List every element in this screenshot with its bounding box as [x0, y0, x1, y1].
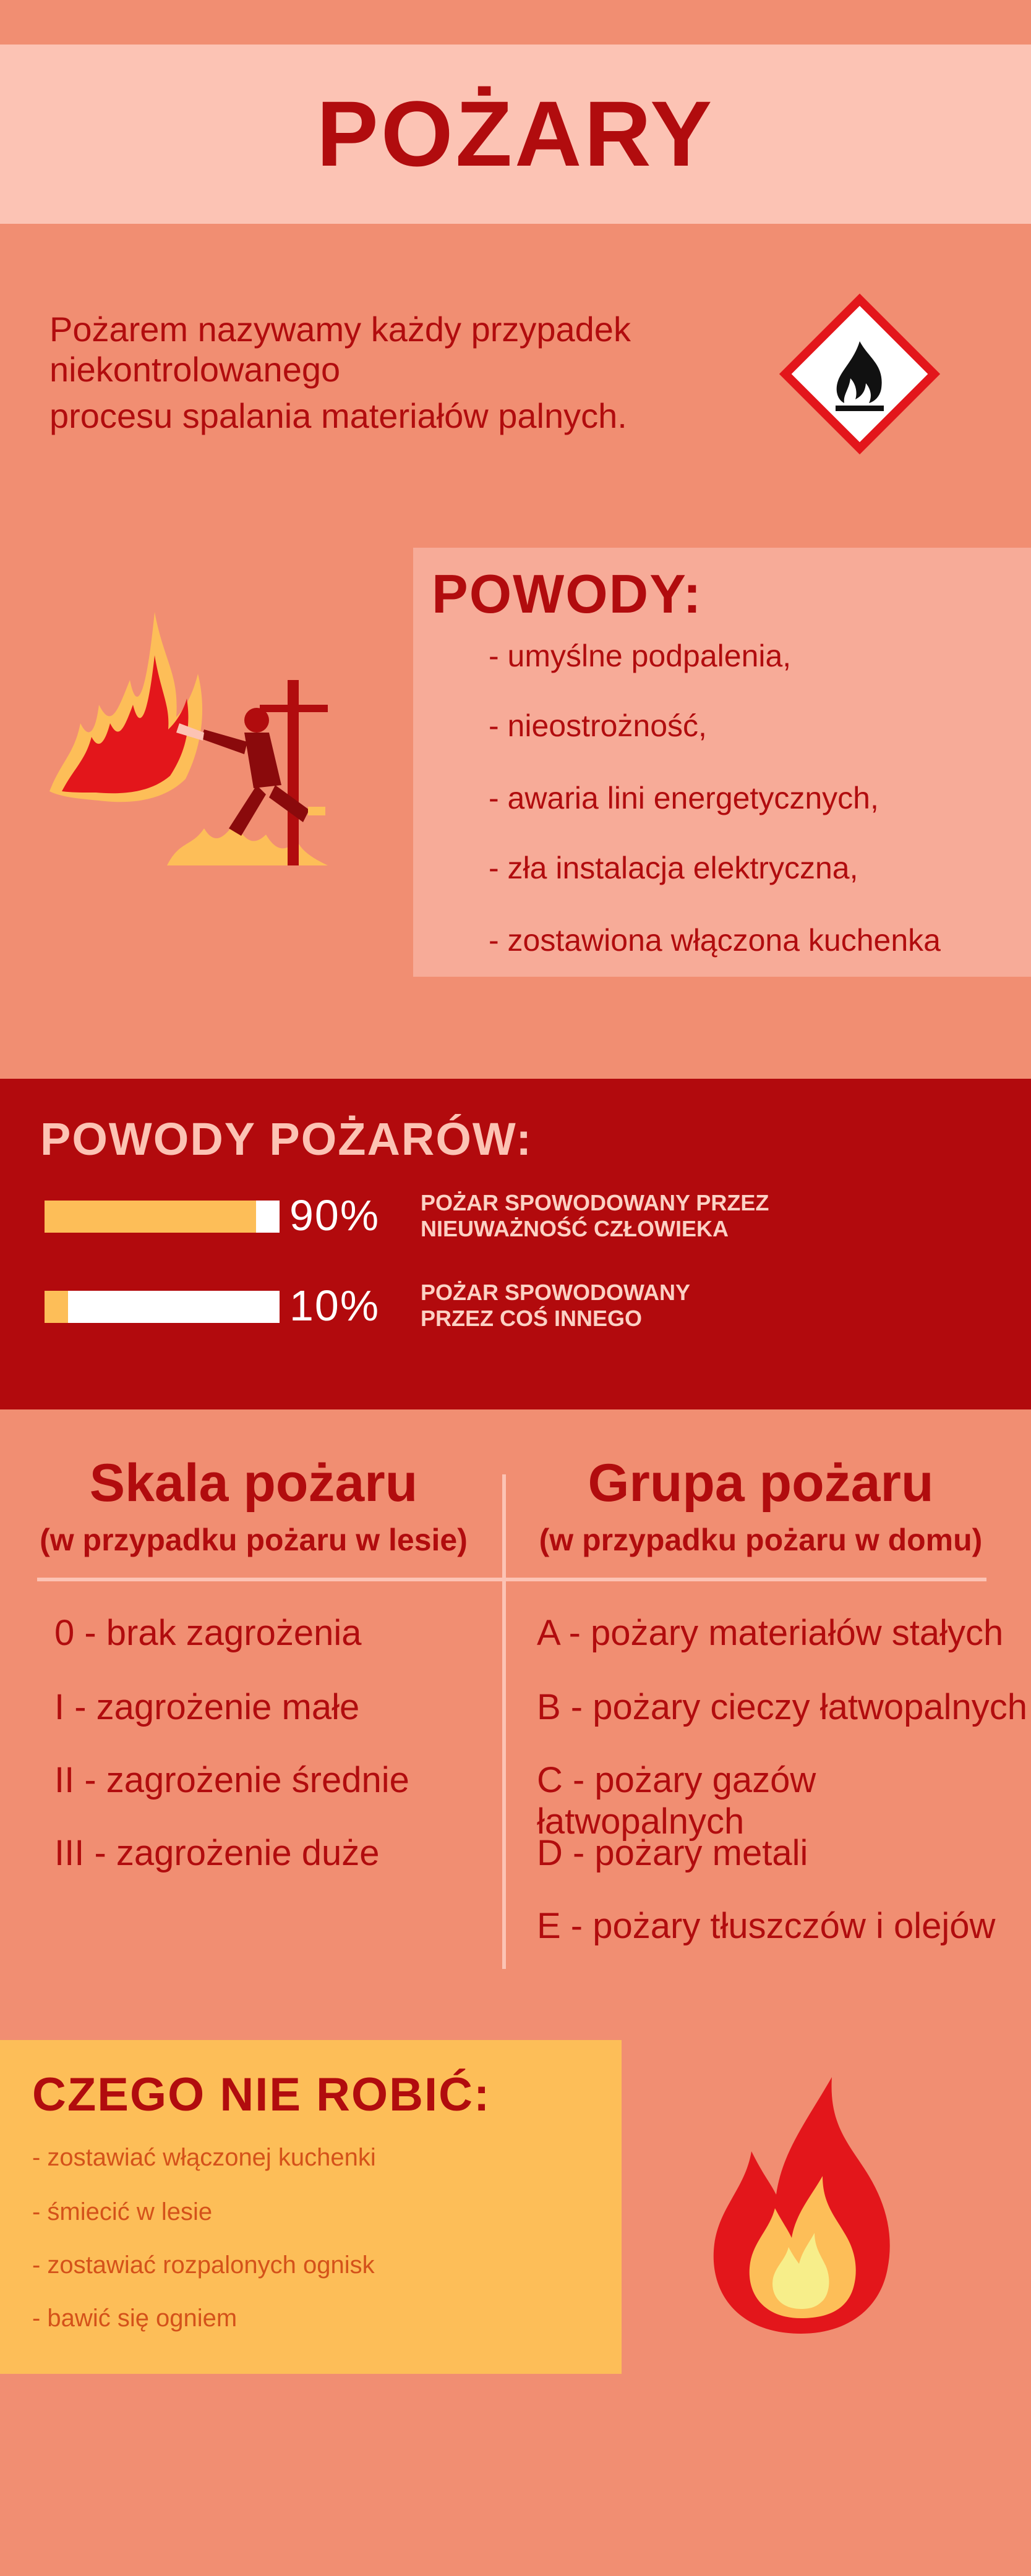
bar-label-line: POŻAR SPOWODOWANY	[421, 1280, 691, 1305]
bar-label	[421, 1190, 915, 1242]
percent-label: 10%	[289, 1282, 380, 1330]
bar-label	[421, 1280, 915, 1332]
flammable-hazard-icon	[776, 291, 943, 457]
flame-icon	[702, 2071, 900, 2337]
powody-item: - awaria lini energetycznych,	[489, 781, 879, 815]
progress-bar-fill	[45, 1201, 256, 1233]
group-item: A - pożary materiałów stałych	[537, 1613, 1004, 1653]
bar-label-line: NIEUWAŻNOŚĆ CZŁOWIEKA	[421, 1216, 729, 1241]
dont-title: CZEGO NIE ROBIĆ:	[32, 2068, 491, 2121]
percent-label: 90%	[289, 1191, 380, 1239]
group-item: D - pożary metali	[537, 1833, 808, 1873]
divider-vertical	[502, 1474, 506, 1969]
powody-title: POWODY:	[432, 563, 703, 624]
group-item: B - pożary cieczy łatwopalnych	[537, 1687, 1027, 1727]
progress-bar-human-negligence	[45, 1201, 280, 1233]
group-title: Grupa pożaru	[588, 1453, 934, 1513]
bar-label-line: POŻAR SPOWODOWANY PRZEZ	[421, 1190, 769, 1215]
divider-horizontal	[37, 1578, 986, 1581]
powody-item: - umyślne podpalenia,	[489, 639, 792, 673]
definition-text-line-2: procesu spalania materiałów palnych.	[49, 396, 627, 435]
definition-text-line-1: Pożarem nazywamy każdy przypadek niekontrolowanego	[49, 310, 631, 389]
progress-bar-fill	[45, 1291, 68, 1323]
stats-title: POWODY POŻARÓW:	[40, 1113, 533, 1165]
scale-item: III - zagrożenie duże	[54, 1833, 380, 1873]
dont-item: - śmiecić w lesie	[32, 2198, 213, 2225]
bar-label-line: PRZEZ COŚ INNEGO	[421, 1306, 643, 1331]
dont-item: - zostawiać włączonej kuchenki	[32, 2144, 376, 2171]
group-subtitle: (w przypadku pożaru w domu)	[539, 1523, 983, 1557]
group-item: E - pożary tłuszczów i olejów	[537, 1906, 996, 1946]
wildfire-firefighter-illustration	[37, 606, 371, 872]
page-title: POŻARY	[316, 82, 715, 185]
powody-item: - zła instalacja elektryczna,	[489, 851, 858, 885]
dont-item: - zostawiać rozpalonych ognisk	[32, 2251, 375, 2279]
dont-item: - bawić się ogniem	[32, 2305, 237, 2332]
group-item: C - pożary gazów łatwopalnych	[537, 1760, 816, 1842]
scale-item: II - zagrożenie średnie	[54, 1760, 409, 1800]
progress-bar-other-cause	[45, 1291, 280, 1323]
powody-item: - zostawiona włączona kuchenka	[489, 923, 941, 958]
powody-item: - nieostrożność,	[489, 708, 707, 743]
scale-item: I - zagrożenie małe	[54, 1687, 360, 1727]
scale-item: 0 - brak zagrożenia	[54, 1613, 362, 1653]
scale-title: Skala pożaru	[89, 1453, 418, 1513]
scale-subtitle: (w przypadku pożaru w lesie)	[40, 1523, 468, 1557]
